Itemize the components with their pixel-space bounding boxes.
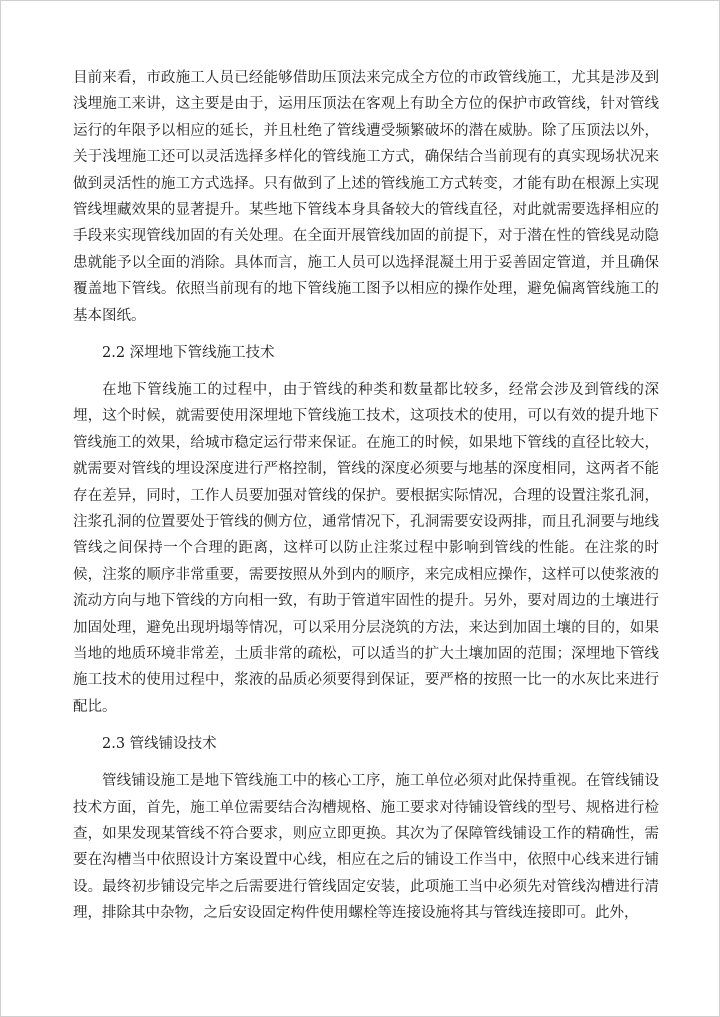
paragraph-shallow-burial: 目前来看，市政施工人员已经能够借助压顶法来完成全方位的市政管线施工，尤其是涉及到浅埋施工来讲，这主要是由于，运用压顶法在客观上有助全方位的保护市政管线，针对管线运行的年限予以相应的延长，并且杜绝了管线遭受频繁破坏的潜在威胁。除了压顶法以外，关于浅埋施工还可以灵活选择多样化的管线施工方式，确保结合当前现有的真实现场状况来做到灵活性的施工方式选择。只有做到了上述的管线施工方式转变，才能有助在根源上实现管线埋藏效果的显著提升。某些地下管线本身具备较大的管线直径，对此就需要选择相应的手段来实现管线加固的有关处理。在全面开展管线加固的前提下，对于潜在性的管线晃动隐患就能予以全面的消除。具体而言，施工人员可以选择混凝土用于妥善固定管道，并且确保覆盖地下管线。依照当前现有的地下管线施工图予以相应的操作处理，避免偏离管线施工的基本图纸。 — [73, 70, 659, 324]
document-body — [73, 65, 659, 937]
paragraph-deep-burial: 在地下管线施工的过程中，由于管线的种类和数量都比较多，经常会涉及到管线的深埋，这个时候，就需要使用深埋地下管线施工技术，这项技术的使用，可以有效的提升地下管线施工的效果，给城市稳定运行带来保证。在施工的时候，如果地下管线的直径比较大，就需要对管线的埋设深度进行严格控制，管线的深度必须要与地基的深度相同，这两者不能存在差异，同时，工作人员要加强对管线的保护。要根据实际情况，合理的设置注浆孔洞，注浆孔洞的位置要处于管线的侧方位，通常情况下，孔洞需要安设两排，而且孔洞要与地线管线之间保持一个合理的距离，这样可以防止注浆过程中影响到管线的性能。在注浆的时候，注浆的顺序非常重要，需要按照从外到内的顺序，来完成相应操作，这样可以使浆液的流动方向与地下管线的方向相一致，有助于管道牢固性的提升。另外，要对周边的土壤进行加固处理，避免出现坍塌等情况，可以采用分层浇筑的方法，来达到加固土壤的目的，如果当地的地质环境非常差，土质非常的疏松，可以适当的扩大土壤加固的范围；深埋地下管线施工技术的使用过程中，浆液的品质必须要得到保证，要严格的按照一比一的水灰比来进行配比。 — [73, 381, 659, 715]
paragraph-pipeline-laying: 管线铺设施工是地下管线施工中的核心工序，施工单位必须对此保持重视。在管线铺设技术方面，首先，施工单位需要结合沟槽规格、施工要求对待铺设管线的型号、规格进行检查，如果发现某管线不符合要求，则应立即更换。其次为了保障管线铺设工作的精确性，需要在沟槽当中依照设计方案设置中心线，相应在之后的铺设工作当中，依照中心线来进行铺设。最终初步铺设完毕之后需要进行管线固定安装，此项施工当中必须先对管线沟槽进行清理，排除其中杂物，之后安设固定构件使用螺栓等连接设施将其与管线连接即可。此外， — [73, 773, 659, 922]
section-heading-2-3: 2.3 管线铺设技术 — [102, 735, 217, 752]
section-heading-2-2: 2.2 深埋地下管线施工技术 — [102, 344, 275, 361]
